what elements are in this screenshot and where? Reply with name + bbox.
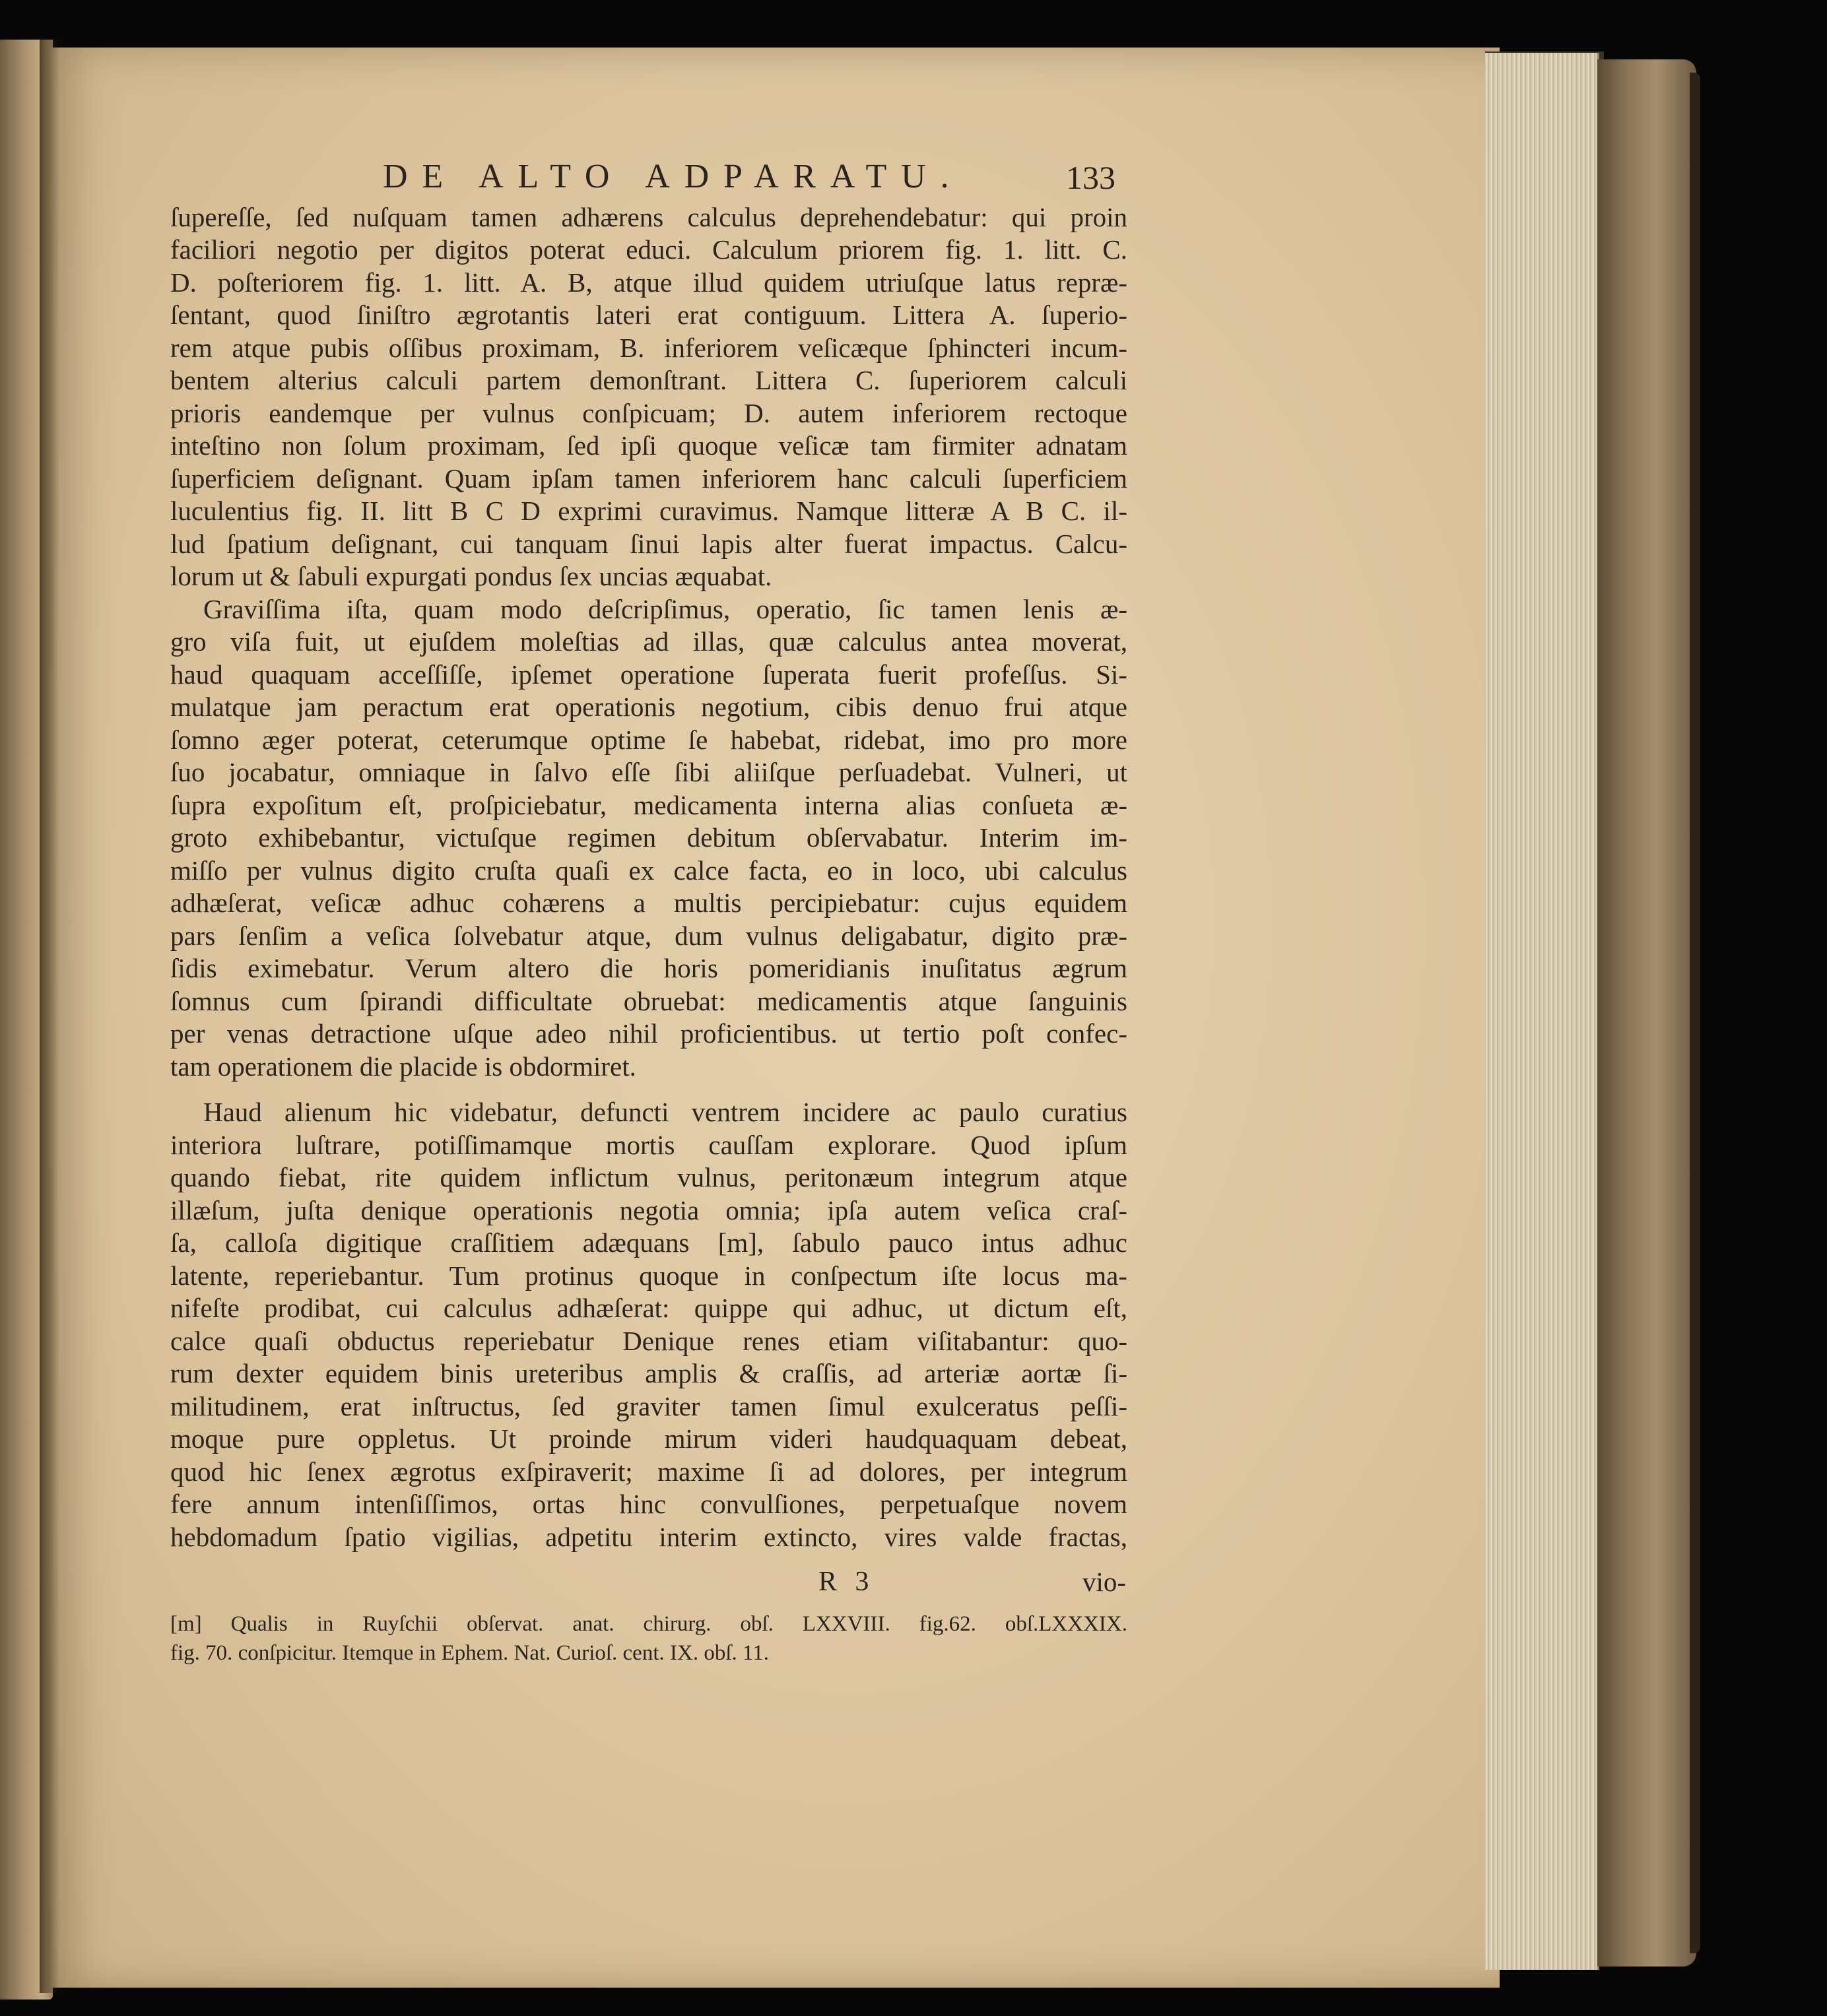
body-line: ſuperficiem deſignant. Quam ipſam tamen inferiorem hanc calculi ſuperficiem (170, 463, 1127, 494)
body-line: ſidis eximebatur. Verum altero die horis pomeridianis inuſitatus ægrum (170, 953, 1127, 983)
body-line: ſentant, quod ſiniſtro ægrotantis lateri erat contiguum. Littera A. ſuperio- (170, 300, 1127, 330)
body-line: militudinem, erat inſtructus, ſed graviter tamen ſimul exulceratus peſſi- (170, 1391, 1127, 1421)
footnote-line: [m] Qualis in Ruyſchii obſervat. anat. chirurg. obſ. LXXVIII. fig.62. obſ.LXXXIX. (170, 1612, 1127, 1636)
body-line: moque pure oppletus. Ut proinde mirum videri haudquaquam debeat, (170, 1423, 1127, 1454)
gutter-shadow (40, 40, 59, 1993)
body-line: illæſum, juſta denique operationis negotia omnia; ipſa autem veſica craſ- (170, 1195, 1127, 1225)
body-line: Haud alienum hic videbatur, defuncti ventrem incidere ac paulo curatius (203, 1097, 1127, 1127)
body-line: groto exhibebantur, victuſque regimen debitum obſervabatur. Interim im- (170, 822, 1127, 853)
body-line: fere annum intenſiſſimos, ortas hinc convulſiones, perpetuaſque novem (170, 1489, 1127, 1519)
body-line: nifeſte prodibat, cui calculus adhæſerat: quippe qui adhuc, ut dictum eſt, (170, 1293, 1127, 1323)
body-line: haud quaquam acceſſiſſe, ipſemet operatione ſuperata fuerit profeſſus. Si- (170, 659, 1127, 690)
body-line: rem atque pubis oſſibus proximam, B. inferiorem veſicæque ſphincteri incum- (170, 333, 1127, 363)
catchword: vio- (1082, 1567, 1127, 1597)
body-line: rum dexter equidem binis ureteribus amplis & craſſis, ad arteriæ aortæ ſi- (170, 1358, 1127, 1388)
signature-mark: R 3 (818, 1567, 875, 1597)
body-line: interiora luſtrare, potiſſimamque mortis cauſſam explorare. Quod ipſum (170, 1130, 1127, 1160)
running-head: DE ALTO ADPARATU. (383, 158, 964, 195)
body-line: miſſo per vulnus digito cruſta quaſi ex calce facta, eo in loco, ubi calculus (170, 855, 1127, 886)
body-line: adhæſerat, veſicæ adhuc cohærens a multis percipiebatur: cujus equidem (170, 888, 1127, 918)
body-line: D. poſteriorem fig. 1. litt. A. B, atque illud quidem utriuſque latus repræ- (170, 267, 1127, 298)
body-line: prioris eandemque per vulnus conſpicuam; D. autem inferiorem rectoque (170, 398, 1127, 428)
body-line: ſupereſſe, ſed nuſquam tamen adhærens calculus deprehendebatur: qui proin (170, 202, 1127, 232)
cover-shadow (1690, 73, 1700, 1953)
body-line: per venas detractione uſque adeo nihil proficientibus. ut tertio poſt confec- (170, 1018, 1127, 1049)
body-line: ſomno æger poterat, ceterumque optime ſe habebat, ridebat, imo pro more (170, 725, 1127, 755)
body-line: ſuo jocabatur, omniaque in ſalvo eſſe ſibi aliiſque perſuadebat. Vulneri, ut (170, 757, 1127, 787)
body-line: mulatque jam peractum erat operationis negotium, cibis denuo frui atque (170, 692, 1127, 722)
body-line: lorum ut & ſabuli expurgati pondus ſex uncias æquabat. (170, 561, 772, 591)
book-cover (1597, 59, 1696, 1967)
body-line: ſupra expoſitum eſt, proſpiciebatur, medicamenta interna alias conſueta æ- (170, 790, 1127, 820)
page-number: 133 (1066, 159, 1115, 196)
body-line: luculentius fig. II. litt B C D exprimi curavimus. Namque litteræ A B C. il- (170, 496, 1127, 526)
body-line: hebdomadum ſpatio vigilias, adpetitu interim extincto, vires valde fractas, (170, 1522, 1127, 1552)
footnote-line: fig. 70. conſpicitur. Itemque in Ephem. Nat. Curioſ. cent. IX. obſ. 11. (170, 1641, 770, 1665)
body-line: Graviſſima iſta, quam modo deſcripſimus, operatio, ſic tamen lenis æ- (203, 594, 1127, 624)
page-block-edges (1485, 53, 1599, 1970)
body-line: quod hic ſenex ægrotus exſpiraverit; maxime ſi ad dolores, per integrum (170, 1456, 1127, 1487)
body-line: lud ſpatium deſignant, cui tanquam ſinui lapis alter fuerat impactus. Calcu- (170, 529, 1127, 559)
body-line: pars ſenſim a veſica ſolvebatur atque, dum vulnus deligabatur, digito præ- (170, 921, 1127, 951)
body-line: bentem alterius calculi partem demonſtrant. Littera C. ſuperiorem calculi (170, 365, 1127, 395)
body-line: gro viſa fuit, ut ejuſdem moleſtias ad illas, quæ calculus antea moverat, (170, 626, 1127, 657)
body-line: faciliori negotio per digitos poterat educi. Calculum priorem fig. 1. litt. C. (170, 234, 1127, 265)
body-line: ſomnus cum ſpirandi difficultate obruebat: medicamentis atque ſanguinis (170, 986, 1127, 1016)
body-line: latente, reperiebantur. Tum protinus quoque in conſpectum iſte locus ma- (170, 1260, 1127, 1291)
body-line: quando fiebat, rite quidem inflictum vulnus, peritonæum integrum atque (170, 1162, 1127, 1192)
body-line: tam operationem die placide is obdormiret. (170, 1051, 636, 1082)
body-line: calce quaſi obductus reperiebatur Denique renes etiam viſitabantur: quo- (170, 1326, 1127, 1356)
body-line: inteſtino non ſolum proximam, ſed ipſi quoque veſicæ tam firmiter adnatam (170, 430, 1127, 461)
body-line: ſa, calloſa digitique craſſitiem adæquans [m], ſabulo pauco intus adhuc (170, 1227, 1127, 1258)
